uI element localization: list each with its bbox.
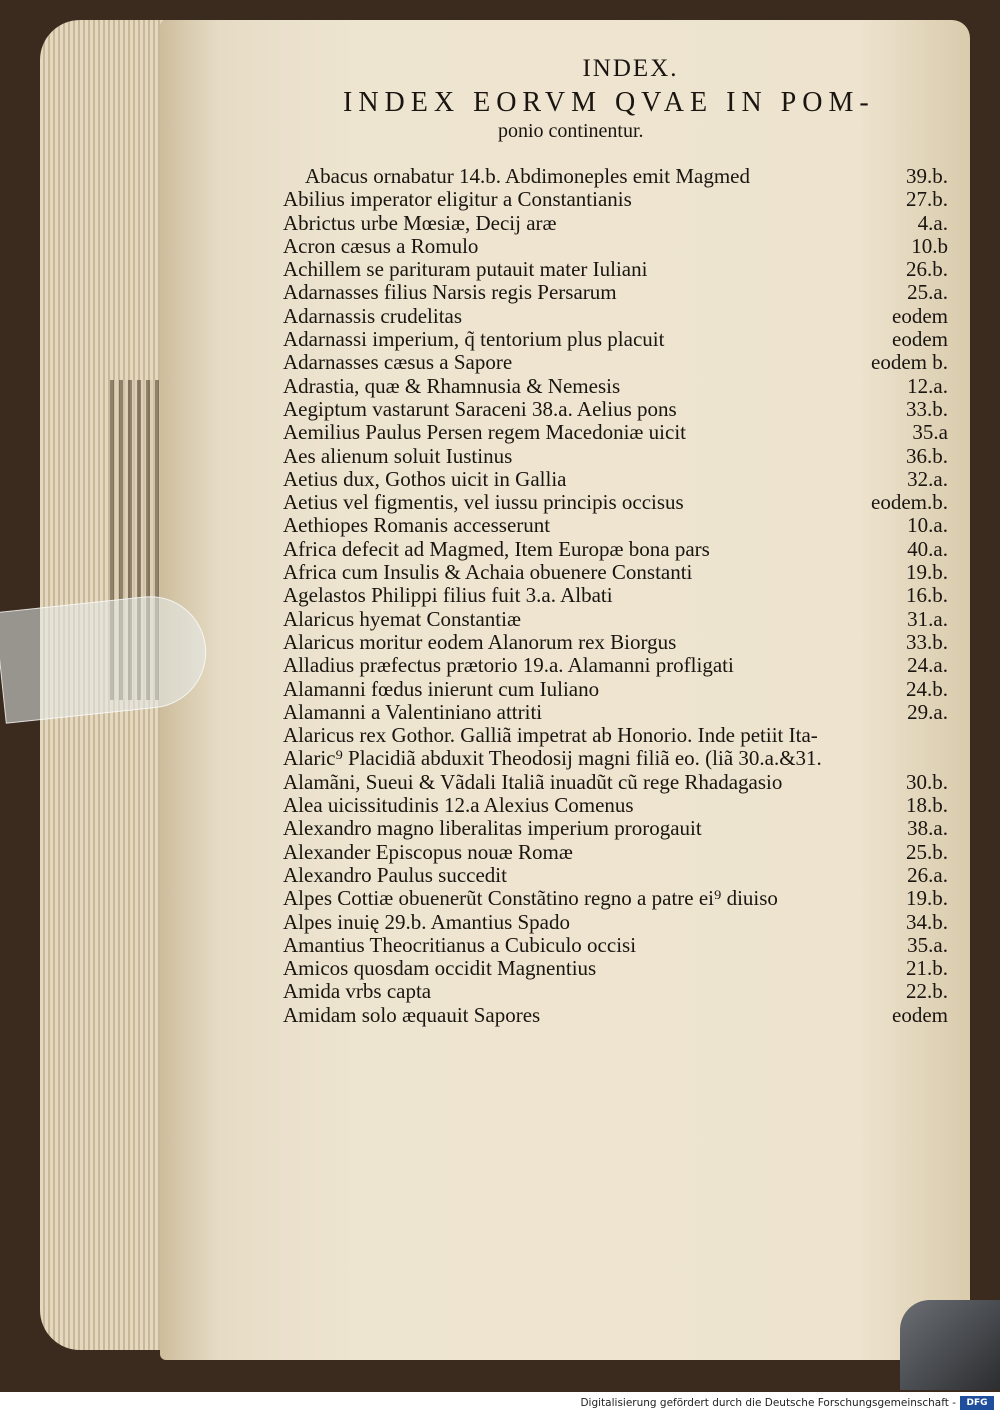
entry-text: Abilius imperator eligitur a Constantianis: [283, 188, 632, 212]
entry-folio-reference: 19.b.: [906, 886, 948, 911]
entry-folio-reference: 39.b.: [906, 164, 948, 188]
entry-text: Alaric⁹ Placidiã abduxit Theodosij magni filiã eo. (liã 30.a.&31.: [283, 747, 822, 771]
entry-text: Agelastos Philippi filius fuit 3.a. Albati: [283, 584, 613, 608]
index-entry: [283, 445, 948, 468]
entry-text: Abacus ornabatur 14.b. Abdimoneples emit Magmed: [305, 165, 750, 188]
entry-text: Adrastia, quæ & Rhamnusia & Nemesis: [283, 374, 621, 398]
digitization-credit: Digitalisierung gefördert durch die Deutsche Forschungsgemeinschaft: [580, 1397, 949, 1409]
entry-folio-reference: 35.a.: [907, 932, 948, 957]
index-entries: [283, 165, 948, 1027]
book-clasp: [900, 1300, 1000, 1390]
index-entry: [283, 678, 948, 701]
index-entry: [283, 1004, 948, 1027]
entry-folio-reference: 22.b.: [906, 979, 948, 1004]
entry-text: Alexandro magno liberalitas imperium prorogauit: [283, 817, 702, 841]
entry-text: Alamanni a Valentiniano attriti: [283, 700, 543, 724]
entry-folio-reference: 21.b.: [906, 956, 948, 981]
entry-folio-reference: 25.a.: [907, 280, 948, 305]
entry-text: Aes alienum soluit Iustinus: [283, 444, 513, 468]
index-entry: [283, 538, 948, 561]
entry-text: Alexandro Paulus succedit: [283, 863, 507, 887]
entry-folio-reference: 24.a.: [907, 653, 948, 678]
entry-text: Africa cum Insulis & Achaia obuenere Constanti: [283, 561, 693, 585]
index-entry: [283, 281, 948, 304]
index-entry: [283, 887, 948, 910]
entry-folio-reference: 27.b.: [906, 187, 948, 212]
index-entry: [283, 235, 948, 258]
entry-folio-reference: 33.b.: [906, 396, 948, 421]
entry-folio-reference: 10.b: [911, 233, 948, 258]
index-entry: [283, 701, 948, 724]
entry-folio-reference: eodem.b.: [871, 490, 948, 515]
index-entry: [283, 794, 948, 817]
entry-text: Amantius Theocritianus a Cubiculo occisi: [283, 933, 637, 957]
entry-folio-reference: 26.b.: [906, 257, 948, 282]
entry-text: Alpes inuię 29.b. Amantius Spado: [283, 910, 570, 934]
entry-text: Aetius dux, Gothos uicit in Gallia: [283, 467, 567, 491]
index-entry: [283, 747, 948, 770]
index-entry: [283, 608, 948, 631]
entry-folio-reference: 25.b.: [906, 839, 948, 864]
dfg-logo: DFG: [960, 1396, 994, 1410]
index-entry: [283, 911, 948, 934]
entry-text: Acron cæsus a Romulo: [283, 234, 479, 258]
entry-folio-reference: 16.b.: [906, 583, 948, 608]
index-entry: [283, 212, 948, 235]
index-entry: [283, 351, 948, 374]
entry-text: Aegiptum vastarunt Saraceni 38.a. Aelius pons: [283, 397, 677, 421]
entry-folio-reference: 29.a.: [907, 699, 948, 724]
entry-text: Aetius vel figmentis, vel iussu principis occisus: [283, 491, 684, 515]
entry-text: Adarnassis crudelitas: [283, 304, 463, 328]
index-subtitle: ponio continentur.: [498, 120, 644, 142]
entry-text: Adarnasses cæsus a Sapore: [283, 351, 513, 375]
index-entry: [283, 398, 948, 421]
index-title: INDEX EORVM QVAE IN POM-: [343, 87, 875, 118]
entry-text: Alaricus hyemat Constantiæ: [283, 607, 521, 631]
index-entry: [283, 934, 948, 957]
entry-folio-reference: 24.b.: [906, 676, 948, 701]
entry-text: Aethiopes Romanis accesserunt: [283, 514, 551, 538]
index-entry: [283, 864, 948, 887]
entry-text: Adarnassi imperium, q̃ tentorium plus placuit: [283, 328, 665, 352]
entry-text: Amida vrbs capta: [283, 980, 432, 1004]
entry-folio-reference: 18.b.: [906, 793, 948, 818]
entry-folio-reference: 32.a.: [907, 466, 948, 491]
entry-text: Abrictus urbe Mœsiæ, Decij aræ: [283, 211, 557, 235]
index-entry: [283, 468, 948, 491]
running-head: INDEX.: [582, 55, 679, 82]
index-entry: [283, 188, 948, 211]
entry-folio-reference: 33.b.: [906, 629, 948, 654]
index-entry: [283, 631, 948, 654]
entry-text: Alamanni fœdus inierunt cum Iuliano: [283, 677, 600, 701]
entry-text: Alamãni, Sueui & Vãdali Italiã inuadũt cũ rege Rhadagasio: [283, 770, 783, 794]
entry-text: Africa defecit ad Magmed, Item Europæ bona pars: [283, 537, 710, 561]
index-entry: [283, 980, 948, 1003]
page-text: [283, 55, 948, 1027]
entry-folio-reference: 40.a.: [907, 536, 948, 561]
index-entry: [283, 654, 948, 677]
footer: Digitalisierung gefördert durch die Deutsche Forschungsgemeinschaft - DFG: [0, 1392, 1000, 1414]
entry-text: Aemilius Paulus Persen regem Macedoniæ uicit: [283, 421, 687, 445]
entry-folio-reference: eodem: [892, 1002, 948, 1027]
entry-text: Amicos quosdam occidit Magnentius: [283, 957, 597, 981]
entry-text: Alexander Episcopus nouæ Romæ: [283, 840, 573, 864]
index-entry: [283, 724, 948, 747]
index-entry: [283, 421, 948, 444]
entry-folio-reference: 36.b.: [906, 443, 948, 468]
index-entry: [283, 375, 948, 398]
index-entry: [283, 561, 948, 584]
index-entry: [283, 165, 948, 188]
entry-folio-reference: 19.b.: [906, 560, 948, 585]
index-entry: [283, 258, 948, 281]
entry-folio-reference: 30.b.: [906, 769, 948, 794]
entry-text: Alea uicissitudinis 12.a Alexius Comenus: [283, 794, 634, 818]
entry-folio-reference: 4.a.: [917, 210, 948, 235]
entry-text: Amidam solo æquauit Sapores: [283, 1003, 541, 1027]
index-entry: [283, 514, 948, 537]
entry-folio-reference: 10.a.: [907, 513, 948, 538]
entry-text: Alpes Cottiæ obuenerũt Constãtino regno a patre ei⁹ diuiso: [283, 887, 778, 911]
entry-folio-reference: 35.a: [912, 420, 948, 445]
entry-folio-reference: 34.b.: [906, 909, 948, 934]
index-entry: [283, 584, 948, 607]
entry-text: Alladius præfectus prætorio 19.a. Alamanni profligati: [283, 654, 734, 678]
entry-folio-reference: 31.a.: [907, 606, 948, 631]
entry-folio-reference: eodem b.: [871, 350, 948, 375]
entry-folio-reference: 12.a.: [907, 373, 948, 398]
entry-text: Alaricus moritur eodem Alanorum rex Biorgus: [283, 630, 677, 654]
entry-folio-reference: 38.a.: [907, 816, 948, 841]
entry-text: Achillem se parituram putauit mater Iuliani: [283, 258, 648, 282]
entry-folio-reference: eodem: [892, 327, 948, 352]
index-entry: [283, 817, 948, 840]
index-entry: [283, 841, 948, 864]
entry-text: Alaricus rex Gothor. Galliã impetrat ab Honorio. Inde petiit Ita-: [283, 724, 818, 748]
entry-folio-reference: eodem: [892, 303, 948, 328]
index-entry: [283, 957, 948, 980]
index-entry: [283, 328, 948, 351]
entry-folio-reference: 26.a.: [907, 862, 948, 887]
index-entry: [283, 491, 948, 514]
index-entry: [283, 305, 948, 328]
index-entry: [283, 771, 948, 794]
entry-text: Adarnasses filius Narsis regis Persarum: [283, 281, 617, 305]
